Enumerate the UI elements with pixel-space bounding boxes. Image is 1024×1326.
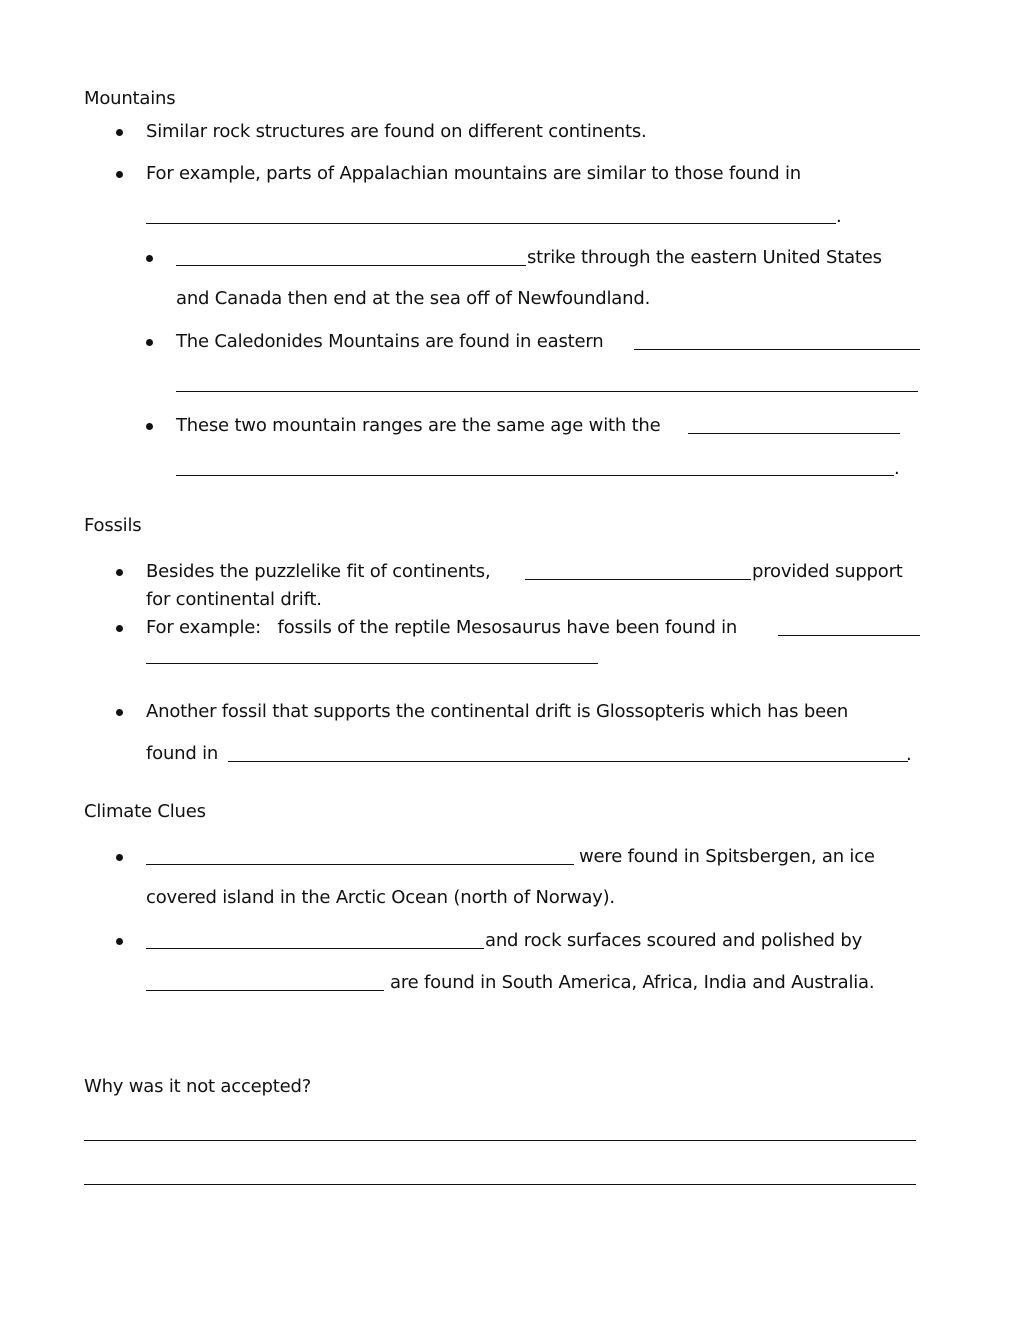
fill-in-blank[interactable]: [525, 579, 751, 580]
bullet-icon: [146, 339, 153, 346]
fill-in-blank[interactable]: [228, 761, 908, 762]
fill-in-blank[interactable]: [146, 948, 484, 949]
fossils-bullet-1: Besides the puzzlelike fit of continents,: [146, 561, 491, 582]
climate-bullet-2: and rock surfaces scoured and polished by: [485, 930, 863, 951]
section-heading-fossils: Fossils: [84, 515, 142, 536]
mountains-bullet-1: Similar rock structures are found on different continents.: [146, 121, 647, 142]
bullet-icon: [116, 625, 123, 632]
fossils-bullet-3: Another fossil that supports the continental drift is Glossopteris which has been: [146, 701, 849, 722]
fossils-bullet-2: For example: fossils of the reptile Mesosaurus have been found in: [146, 617, 738, 638]
bullet-icon: [116, 569, 123, 576]
fill-in-blank[interactable]: [176, 475, 894, 476]
bullet-icon: [116, 171, 123, 178]
section-heading-why-not-accepted: Why was it not accepted?: [84, 1076, 312, 1097]
fossils-bullet-1-post: provided support: [752, 561, 903, 582]
fill-in-blank[interactable]: [146, 864, 574, 865]
fill-in-blank[interactable]: [634, 349, 920, 350]
mountains-bullet-2: For example, parts of Appalachian mountains are similar to those found in: [146, 163, 801, 184]
answer-line[interactable]: [84, 1140, 916, 1141]
answer-line[interactable]: [84, 1184, 916, 1185]
section-heading-mountains: Mountains: [84, 88, 176, 109]
fill-in-blank[interactable]: [146, 990, 384, 991]
bullet-icon: [116, 129, 123, 136]
fill-in-blank[interactable]: [778, 635, 920, 636]
mountains-sub-bullet-3: These two mountain ranges are the same age with the: [176, 415, 661, 436]
bullet-icon: [116, 709, 123, 716]
fossils-bullet-3-cont: found in: [146, 743, 219, 764]
bullet-icon: [146, 255, 153, 262]
mountains-sub-bullet-1: strike through the eastern United States: [527, 247, 882, 268]
fill-in-blank[interactable]: [176, 265, 526, 266]
mountains-sub-bullet-1-cont: and Canada then end at the sea off of Newfoundland.: [176, 288, 651, 309]
fill-in-blank[interactable]: [146, 663, 598, 664]
bullet-icon: [116, 854, 123, 861]
fill-in-blank[interactable]: [146, 223, 836, 224]
climate-bullet-1: were found in Spitsbergen, an ice: [579, 846, 875, 867]
period-text: .: [906, 744, 912, 765]
fill-in-blank[interactable]: [688, 433, 900, 434]
bullet-icon: [146, 423, 153, 430]
bullet-icon: [116, 938, 123, 945]
fill-in-blank[interactable]: [176, 391, 918, 392]
mountains-sub-bullet-2: The Caledonides Mountains are found in eastern: [176, 331, 604, 352]
climate-bullet-2-cont: are found in South America, Africa, India and Australia.: [390, 972, 875, 993]
section-heading-climate-clues: Climate Clues: [84, 801, 206, 822]
period-text: .: [894, 458, 900, 479]
fossils-bullet-1-cont: for continental drift.: [146, 589, 322, 610]
climate-bullet-1-cont: covered island in the Arctic Ocean (north of Norway).: [146, 887, 615, 908]
period-text: .: [836, 206, 842, 227]
